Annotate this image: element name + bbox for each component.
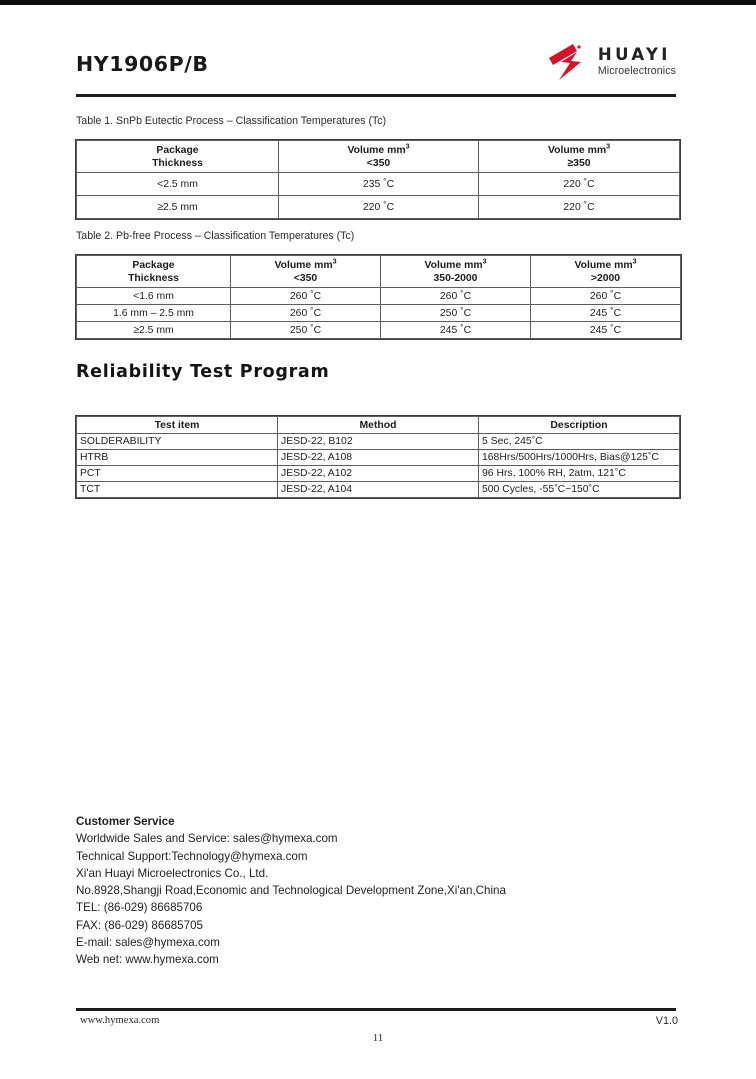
table-header-row — [77, 256, 681, 288]
degree-symbol: ° — [647, 450, 652, 460]
table2-cell: 260 °C — [381, 288, 531, 305]
contact-line-website: Web net: www.hymexa.com — [76, 953, 219, 967]
table-pbfree-classification-temperatures — [76, 255, 681, 339]
contact-line-tel: TEL: (86-029) 86685706 — [76, 901, 203, 915]
table3-cell-test-item: SOLDERABILITY — [77, 434, 278, 450]
table1-header-volume-lt350: Volume $mm^3$ <350 — [279, 141, 479, 173]
table-header-row — [77, 417, 680, 434]
table2-cell: 245 °C — [531, 305, 681, 322]
degree-symbol: ° — [610, 306, 614, 316]
table-row — [77, 305, 681, 322]
table2-header-volume-350-2000: Volume $mm^3$ 350-2000 — [381, 256, 531, 288]
table3-header-description: Description — [479, 417, 680, 434]
table1-header-volume-gte350: Volume $mm^3$ ≥350 — [479, 141, 680, 173]
degree-symbol: ° — [383, 200, 387, 210]
degree-symbol: ° — [310, 323, 314, 333]
table2-cell: 1.6 mm – 2.5 mm — [77, 305, 231, 322]
table2-cell: 245 °C — [531, 322, 681, 339]
degree-symbol: ° — [583, 177, 587, 187]
table3-header-method: Method — [278, 417, 479, 434]
degree-symbol: ° — [614, 466, 619, 476]
table-row — [77, 196, 680, 219]
contact-line-sales: Worldwide Sales and Service: sales@hymexa.com — [76, 832, 338, 846]
customer-service-heading: Customer Service — [76, 815, 175, 828]
table3-cell-method: JESD-22, B102 — [278, 434, 479, 450]
table2-cell: 260 °C — [531, 288, 681, 305]
table1-cell: 220 °C — [279, 196, 479, 219]
degree-symbol: ° — [460, 306, 464, 316]
table2-cell: 250 °C — [231, 322, 381, 339]
company-logo — [547, 44, 676, 80]
contact-line-company: Xi'an Huayi Microelectronics Co., Ltd. — [76, 866, 269, 880]
table2-cell: 260 °C — [231, 305, 381, 322]
degree-symbol: ° — [583, 200, 587, 210]
degree-symbol: ° — [383, 177, 387, 187]
table1-cell: 220 °C — [479, 196, 680, 219]
table3-header-test-item: Test item — [77, 417, 278, 434]
table2-cell: 260 °C — [231, 288, 381, 305]
table3-cell-description: 168Hrs/500Hrs/1000Hrs, Bias@125°C — [479, 450, 680, 466]
contact-line-technical-support: Technical Support:Technology@hymexa.com — [76, 849, 308, 863]
table-row — [77, 288, 681, 305]
table2-caption: Table 2. Pb-free Process – Classification Temperatures (Tc) — [76, 230, 355, 242]
degree-symbol: ° — [460, 289, 464, 299]
degree-symbol: ° — [310, 306, 314, 316]
footer-page-number: 11 — [372, 1032, 384, 1044]
degree-symbol: ° — [460, 323, 464, 333]
brand-tagline: Microelectronics — [597, 65, 676, 78]
degree-symbol: ° — [610, 323, 614, 333]
table-row — [77, 450, 680, 466]
table3-cell-test-item: HTRB — [77, 450, 278, 466]
table2-cell: 245 °C — [381, 322, 531, 339]
table2-cell: 250 °C — [381, 305, 531, 322]
degree-symbol: ° — [554, 482, 558, 492]
table3-cell-description: 96 Hrs, 100% RH, 2atm, 121°C — [479, 466, 680, 482]
table-header-row — [77, 141, 680, 173]
table3-cell-method: JESD-22, A108 — [278, 450, 479, 466]
footer-divider — [76, 1008, 676, 1011]
degree-symbol: ° — [588, 482, 592, 492]
degree-symbol: ° — [531, 434, 535, 444]
table3-cell-description: 500 Cycles, -55°C~150°C — [479, 482, 680, 498]
table-row — [77, 173, 680, 196]
table-row — [77, 322, 681, 339]
table2-header-package-thickness: Package Thickness — [77, 256, 231, 288]
header-divider — [76, 94, 676, 97]
table1-cell: <2.5 mm — [77, 173, 279, 196]
table1-cell: 220 °C — [479, 173, 680, 196]
table1-cell: 235 °C — [279, 173, 479, 196]
brand-name: HUAYI — [597, 44, 671, 64]
huayi-lightning-bolt-icon — [547, 44, 591, 80]
page-header — [76, 44, 676, 96]
table3-cell-method: JESD-22, A102 — [278, 466, 479, 482]
table2-header-volume-gt2000: Volume $mm^3$ >2000 — [531, 256, 681, 288]
table-row — [77, 482, 680, 498]
table-snpb-eutectic-classification-temperatures — [76, 140, 680, 219]
table3-cell-test-item: PCT — [77, 466, 278, 482]
table1-header-package-thickness: Package Thickness — [77, 141, 279, 173]
contact-line-email: E-mail: sales@hymexa.com — [76, 936, 220, 950]
degree-symbol: ° — [610, 289, 614, 299]
customer-service-block — [76, 813, 676, 969]
table-row — [77, 466, 680, 482]
table2-cell: ≥2.5 mm — [77, 322, 231, 339]
footer-website: www.hymexa.com — [80, 1015, 160, 1026]
degree-symbol: ° — [310, 289, 314, 299]
table-row — [77, 434, 680, 450]
table1-cell: ≥2.5 mm — [77, 196, 279, 219]
page-title: HY1906P/B — [76, 52, 209, 76]
contact-line-address: No.8928,Shangji Road,Economic and Technological Development Zone,Xi'an,China — [76, 884, 506, 898]
section-heading-reliability-test-program: Reliability Test Program — [76, 362, 330, 382]
table3-cell-method: JESD-22, A104 — [278, 482, 479, 498]
footer-version: V1.0 — [655, 1015, 678, 1027]
brand-text — [597, 44, 676, 78]
table-reliability-test-program — [76, 416, 680, 498]
table2-header-volume-lt350: Volume $mm^3$ <350 — [231, 256, 381, 288]
contact-line-fax: FAX: (86-029) 86685705 — [76, 918, 203, 932]
table3-cell-description: 5 Sec, 245°C — [479, 434, 680, 450]
table3-cell-test-item: TCT — [77, 482, 278, 498]
table2-cell: <1.6 mm — [77, 288, 231, 305]
table1-caption: Table 1. SnPb Eutectic Process – Classification Temperatures (Tc) — [76, 115, 387, 127]
